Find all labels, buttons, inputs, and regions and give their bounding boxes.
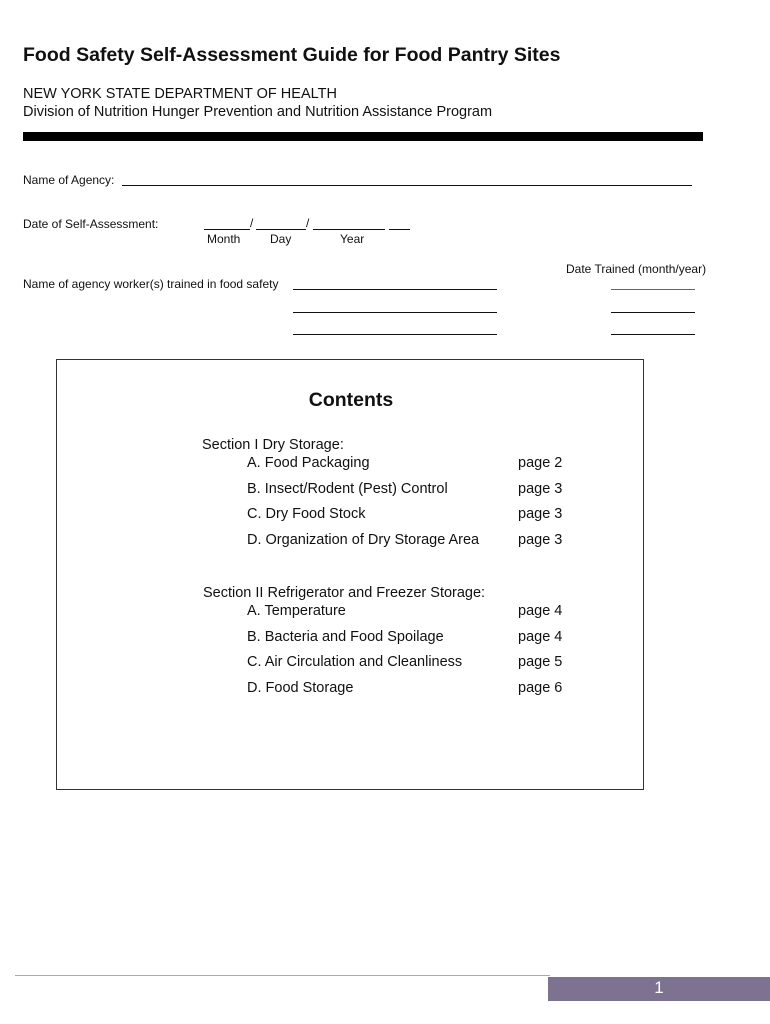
header-rule xyxy=(23,132,703,141)
month-field[interactable] xyxy=(204,229,250,230)
month-label: Month xyxy=(207,232,241,246)
date-separator: / xyxy=(250,216,254,230)
toc-page: page 3 xyxy=(518,506,563,522)
workers-label: Name of agency worker(s) trained in food safety xyxy=(23,277,279,291)
date-trained-field-2[interactable] xyxy=(611,312,695,313)
toc-item[interactable]: C. Air Circulation and Cleanliness xyxy=(247,654,463,670)
toc-item[interactable]: D. Organization of Dry Storage Area xyxy=(247,532,480,548)
toc-page: page 2 xyxy=(518,455,563,471)
toc-item[interactable]: B. Insect/Rodent (Pest) Control xyxy=(247,481,448,497)
toc-item[interactable]: C. Dry Food Stock xyxy=(247,506,366,522)
date-trained-field-3[interactable] xyxy=(611,334,695,335)
division-name: Division of Nutrition Hunger Prevention and Nutrition Assistance Program xyxy=(23,104,493,120)
day-label: Day xyxy=(270,232,292,246)
toc-item[interactable]: B. Bacteria and Food Spoilage xyxy=(247,629,444,645)
footer-rule xyxy=(15,975,550,976)
year-suffix-field[interactable] xyxy=(389,229,410,230)
section-heading: Section I Dry Storage: xyxy=(202,437,344,453)
contents-box xyxy=(56,359,644,790)
worker-name-field-3[interactable] xyxy=(293,334,497,335)
toc-page: page 4 xyxy=(518,603,563,619)
section-heading: Section II Refrigerator and Freezer Storage: xyxy=(203,585,486,601)
toc-page: page 5 xyxy=(518,654,563,670)
toc-page: page 4 xyxy=(518,629,563,645)
toc-page: page 6 xyxy=(518,680,563,696)
date-trained-field-1[interactable] xyxy=(611,289,695,290)
agency-label: Name of Agency: xyxy=(23,173,115,187)
toc-item[interactable]: A. Food Packaging xyxy=(247,455,370,471)
toc-page: page 3 xyxy=(518,532,563,548)
day-field[interactable] xyxy=(256,229,306,230)
date-separator: / xyxy=(306,216,310,230)
department-name: NEW YORK STATE DEPARTMENT OF HEALTH xyxy=(23,86,337,102)
agency-field[interactable] xyxy=(122,185,692,186)
toc-item[interactable]: D. Food Storage xyxy=(247,680,354,696)
year-label: Year xyxy=(340,232,365,246)
toc-item[interactable]: A. Temperature xyxy=(247,603,346,619)
contents-title: Contents xyxy=(308,389,394,411)
page-number: 1 xyxy=(654,978,664,997)
toc-page: page 3 xyxy=(518,481,563,497)
worker-name-field-2[interactable] xyxy=(293,312,497,313)
worker-name-field-1[interactable] xyxy=(293,289,497,290)
date-label: Date of Self-Assessment: xyxy=(23,217,159,231)
year-field[interactable] xyxy=(313,229,385,230)
document-title: Food Safety Self-Assessment Guide for Food Pantry Sites xyxy=(23,44,561,66)
date-trained-label: Date Trained (month/year) xyxy=(566,262,707,276)
